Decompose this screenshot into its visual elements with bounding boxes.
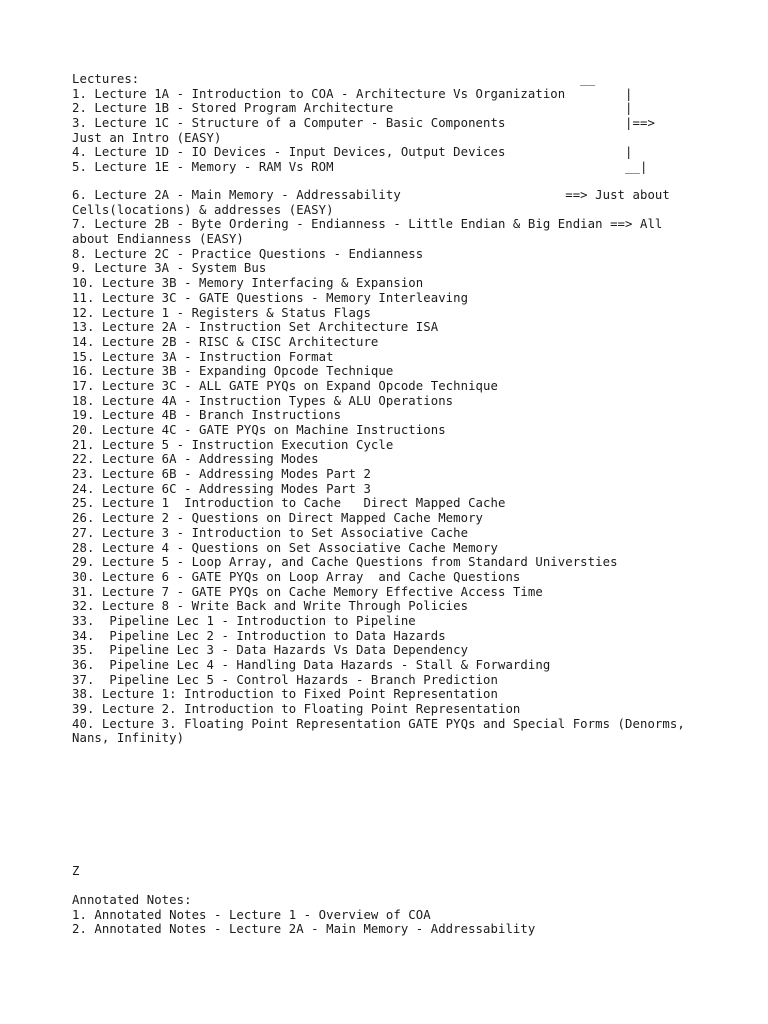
lecture-line: 34. Pipeline Lec 2 - Introduction to Data Hazards <box>72 628 446 643</box>
annotated-note-line: 2. Annotated Notes - Lecture 2A - Main Memory - Addressability <box>72 922 536 937</box>
lecture-line: 40. Lecture 3. Floating Point Representation GATE PYQs and Special Forms (Denorms, <box>72 716 685 731</box>
lecture-line: 12. Lecture 1 - Registers & Status Flags <box>72 305 371 320</box>
lecture-line: 19. Lecture 4B - Branch Instructions <box>72 408 342 423</box>
lecture-line: 13. Lecture 2A - Instruction Set Architecture ISA <box>72 320 439 335</box>
lectures-section-intro <box>72 72 712 175</box>
lecture-line: 10. Lecture 3B - Memory Interfacing & Expansion <box>72 276 424 291</box>
lecture-line: 7. Lecture 2B - Byte Ordering - Endianness - Little Endian & Big Endian ==> All <box>72 217 663 232</box>
lecture-line: 4. Lecture 1D - IO Devices - Input Devices, Output Devices | <box>72 145 633 160</box>
lecture-line: 33. Pipeline Lec 1 - Introduction to Pipeline <box>72 613 416 628</box>
lecture-line: 38. Lecture 1: Introduction to Fixed Point Representation <box>72 687 498 702</box>
lecture-line: 26. Lecture 2 - Questions on Direct Mapped Cache Memory <box>72 511 484 526</box>
annotated-notes-heading: Annotated Notes: <box>72 893 192 907</box>
annotated-note-line: 1. Annotated Notes - Lecture 1 - Overview of COA <box>72 907 431 922</box>
lecture-line: 16. Lecture 3B - Expanding Opcode Technique <box>72 364 394 379</box>
lecture-line: 28. Lecture 4 - Questions on Set Associative Cache Memory <box>72 540 498 555</box>
lectures-heading: Lectures: __ <box>72 72 596 86</box>
lecture-line: 30. Lecture 6 - GATE PYQs on Loop Array and Cache Questions <box>72 569 521 584</box>
lectures-section-main <box>72 188 712 746</box>
lecture-line: 1. Lecture 1A - Introduction to COA - Architecture Vs Organization | <box>72 86 633 101</box>
lecture-line: 6. Lecture 2A - Main Memory - Addressability ==> Just about <box>72 188 670 202</box>
lecture-line: 3. Lecture 1C - Structure of a Computer - Basic Components |==> <box>72 116 655 131</box>
lecture-line: 37. Pipeline Lec 5 - Control Hazards - Branch Prediction <box>72 672 498 687</box>
lecture-line: about Endianness (EASY) <box>72 232 244 247</box>
lecture-line: Cells(locations) & addresses (EASY) <box>72 202 334 217</box>
lecture-line: 25. Lecture 1 Introduction to Cache Direct Mapped Cache <box>72 496 506 511</box>
lecture-line: Just an Intro (EASY) <box>72 130 222 145</box>
lecture-line: 21. Lecture 5 - Instruction Execution Cycle <box>72 437 394 452</box>
lecture-line: 17. Lecture 3C - ALL GATE PYQs on Expand Opcode Technique <box>72 378 498 393</box>
lecture-line: Nans, Infinity) <box>72 731 185 746</box>
lecture-line: 27. Lecture 3 - Introduction to Set Associative Cache <box>72 525 469 540</box>
lecture-line: 8. Lecture 2C - Practice Questions - Endianness <box>72 246 424 261</box>
separator-section <box>72 864 712 879</box>
lecture-line: 18. Lecture 4A - Instruction Types & ALU Operations <box>72 393 454 408</box>
lecture-line: 36. Pipeline Lec 4 - Handling Data Hazards - Stall & Forwarding <box>72 658 551 672</box>
lecture-line: 35. Pipeline Lec 3 - Data Hazards Vs Data Dependency <box>72 643 469 658</box>
lecture-line: 32. Lecture 8 - Write Back and Write Through Policies <box>72 599 469 614</box>
lecture-line: 14. Lecture 2B - RISC & CISC Architecture <box>72 334 379 349</box>
lecture-line: 11. Lecture 3C - GATE Questions - Memory Interleaving <box>72 290 469 305</box>
lecture-line: 39. Lecture 2. Introduction to Floating Point Representation <box>72 702 521 717</box>
lecture-line: 2. Lecture 1B - Stored Program Architecture | <box>72 101 633 116</box>
lecture-line: 20. Lecture 4C - GATE PYQs on Machine Instructions <box>72 423 446 437</box>
annotated-notes-section <box>72 893 712 937</box>
lecture-line: 31. Lecture 7 - GATE PYQs on Cache Memory Effective Access Time <box>72 584 543 599</box>
lecture-line: 5. Lecture 1E - Memory - RAM Vs ROM __| <box>72 160 648 175</box>
lecture-line: 24. Lecture 6C - Addressing Modes Part 3 <box>72 481 371 496</box>
lecture-line: 15. Lecture 3A - Instruction Format <box>72 349 334 364</box>
lecture-line: 9. Lecture 3A - System Bus <box>72 261 267 276</box>
lecture-line: 29. Lecture 5 - Loop Array, and Cache Questions from Standard Universties <box>72 555 618 570</box>
lecture-line: 22. Lecture 6A - Addressing Modes <box>72 452 319 467</box>
separator-letter: Z <box>72 864 80 878</box>
lecture-line: 23. Lecture 6B - Addressing Modes Part 2 <box>72 467 371 482</box>
